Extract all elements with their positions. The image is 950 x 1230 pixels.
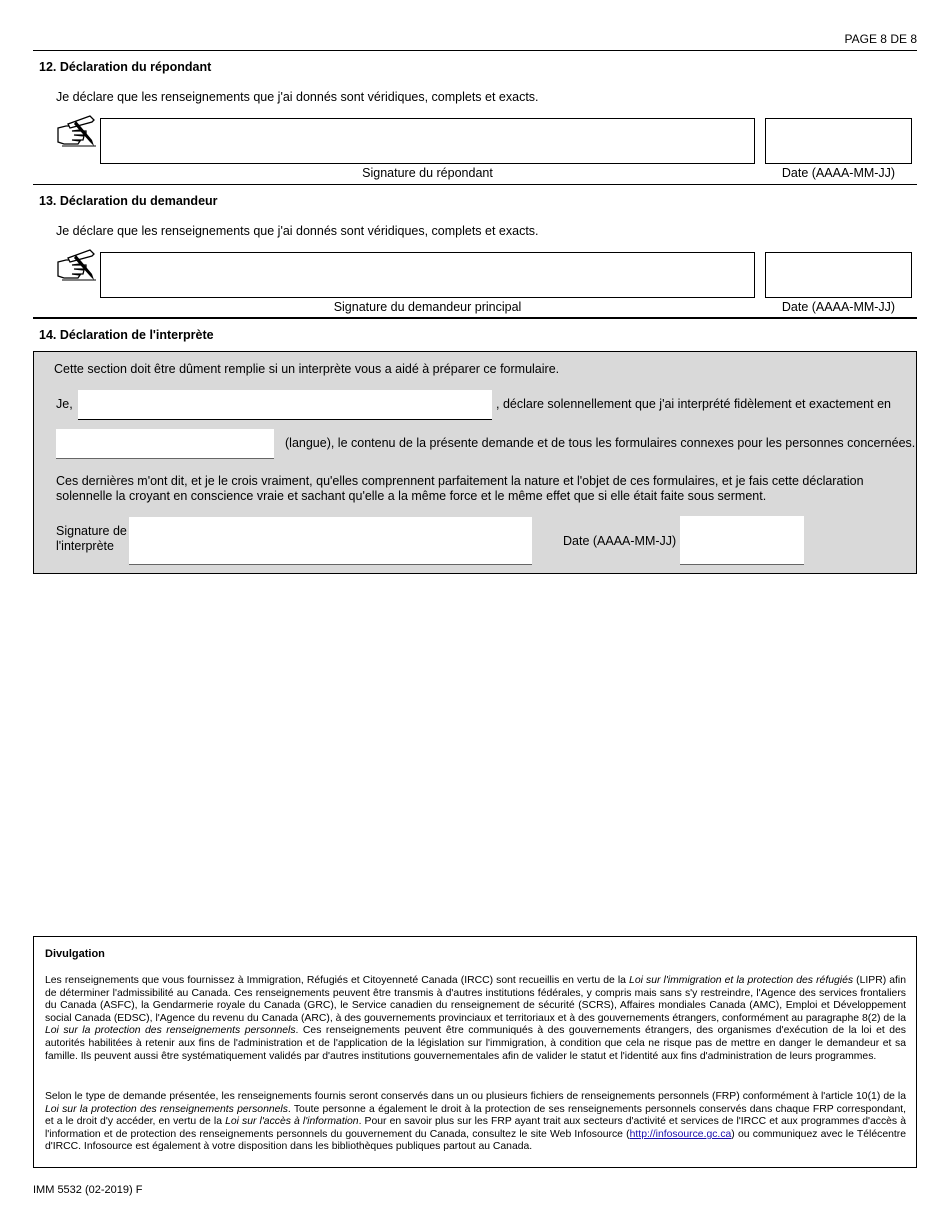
interpreter-intro: Cette section doit être dûment remplie si un interprète vous a aidé à préparer ce formulaire.	[54, 362, 560, 376]
language-text: (langue), le contenu de la présente demande et de tous les formulaires connexes pour les personnes concernées.	[285, 436, 916, 450]
section-13-title: 13. Déclaration du demandeur	[39, 194, 218, 208]
section-12-statement: Je déclare que les renseignements que j'ai donnés sont véridiques, complets et exacts.	[56, 90, 539, 104]
interpreter-panel	[33, 351, 917, 574]
belief-text-line-1: Ces dernières m'ont dit, et je le crois vraiment, qu'elles comprennent parfaitement la nature et l'objet de ces formulaires, et je fais cette déclaration	[56, 474, 864, 488]
respondent-signature-label: Signature du répondant	[362, 166, 493, 180]
respondent-signature-field[interactable]	[100, 118, 755, 164]
divider	[33, 317, 917, 319]
interpreter-signature-label-line-1: Signature de	[56, 524, 127, 538]
form-code: IMM 5532 (02-2019) F	[33, 1184, 143, 1196]
applicant-date-field[interactable]	[765, 252, 912, 298]
interpreter-date-field[interactable]	[680, 516, 804, 565]
interpreter-date-label: Date (AAAA-MM-JJ)	[563, 534, 677, 548]
applicant-date-label: Date (AAAA-MM-JJ)	[781, 300, 896, 314]
declare-text: , déclare solennellement que j'ai interprété fidèlement et exactement en	[496, 397, 891, 411]
interpreter-signature-field[interactable]	[129, 517, 532, 565]
language-input[interactable]	[56, 429, 274, 459]
je-label: Je,	[56, 397, 73, 411]
applicant-signature-field[interactable]	[100, 252, 755, 298]
page-number: PAGE 8 DE 8	[844, 32, 917, 46]
disclosure-title: Divulgation	[45, 948, 105, 960]
signing-hand-icon	[56, 248, 98, 282]
divider	[33, 50, 917, 51]
interpreter-name-input[interactable]	[78, 390, 492, 420]
respondent-date-label: Date (AAAA-MM-JJ)	[781, 166, 896, 180]
signing-hand-icon	[56, 114, 98, 148]
disclosure-paragraph-1: Les renseignements que vous fournissez à Immigration, Réfugiés et Citoyenneté Canada (IRCC) sont recueillis en vertu de la Loi sur l'immigration et la protection des réfugiés (LIPR) afin de déterminer l'admissibilité au Canada. Ces renseignements peuvent être transmis à d'autres institutions fédérales, y compris mais sans s'y restreindre, l'Agence des services frontaliers du Canada (ASFC), la Gendarmerie royale du Canada (GRC), le Service canadien du renseignement de sécurité (SCRS), Affaires mondiales Canada (AMC), Emploi et Développement social Canada (EDSC), l'Agence du revenu du Canada (ARC), à des gouvernements provinciaux et territoriaux et à des gouvernements étrangers, conformément au paragraphe 8(2) de la Loi sur la protection des renseignements personnels. Ces renseignements peuvent être communiqués à des gouvernements étrangers, des organismes d'exécution de la loi et des autorités habilitées à retenir aux fins de l'administration et de l'application de la législation sur l'immigration, à condition que cela ne risque pas de mettre en danger le demandeur et sa famille. Ils peuvent aussi être systématiquement validés par d'autres institutions gouvernementales afin de valider le statut et l'identité aux fins d'administration de leurs programmes.	[45, 975, 907, 1062]
disclosure-paragraph-2: Selon le type de demande présentée, les renseignements fournis seront conservés dans un ou plusieurs fichiers de renseignements personnels (FRP) conformément à l'article 10(1) de la Loi sur la protection des renseignements personnels. Toute personne a également le droit à la protection de ses renseignements personnels conservés dans chaque FRP correspondant, et a le droit d'y accéder, en vertu de la Loi sur l'accès à l'information. Pour en savoir plus sur les FRP ayant trait aux secteurs d'activité et services de l'IRCC et aux programmes d'accès à l'information et de protection des renseignements personnels du gouvernement du Canada, consultez le site Web Infosource (http://infosource.gc.ca) ou communiquez avec le Télécentre d'IRCC. Infosource est également à votre disposition dans les bibliothèques publiques partout au Canada.	[45, 1091, 907, 1153]
divider	[33, 184, 917, 185]
interpreter-signature-label-line-2: l'interprète	[56, 539, 114, 553]
respondent-date-field[interactable]	[765, 118, 912, 164]
belief-text-line-2: solennelle la croyant en conscience vraie et sachant qu'elle a la même force et le même effet que si elle était faite sous serment.	[56, 489, 767, 503]
disclosure-box	[33, 936, 917, 1168]
infosource-link[interactable]: http://infosource.gc.ca	[629, 1128, 732, 1140]
section-12-title: 12. Déclaration du répondant	[39, 60, 212, 74]
applicant-signature-label: Signature du demandeur principal	[333, 300, 522, 314]
section-13-statement: Je déclare que les renseignements que j'ai donnés sont véridiques, complets et exacts.	[56, 224, 539, 238]
section-14-title: 14. Déclaration de l'interprète	[39, 328, 214, 342]
interpreter-signature-label	[56, 524, 127, 554]
